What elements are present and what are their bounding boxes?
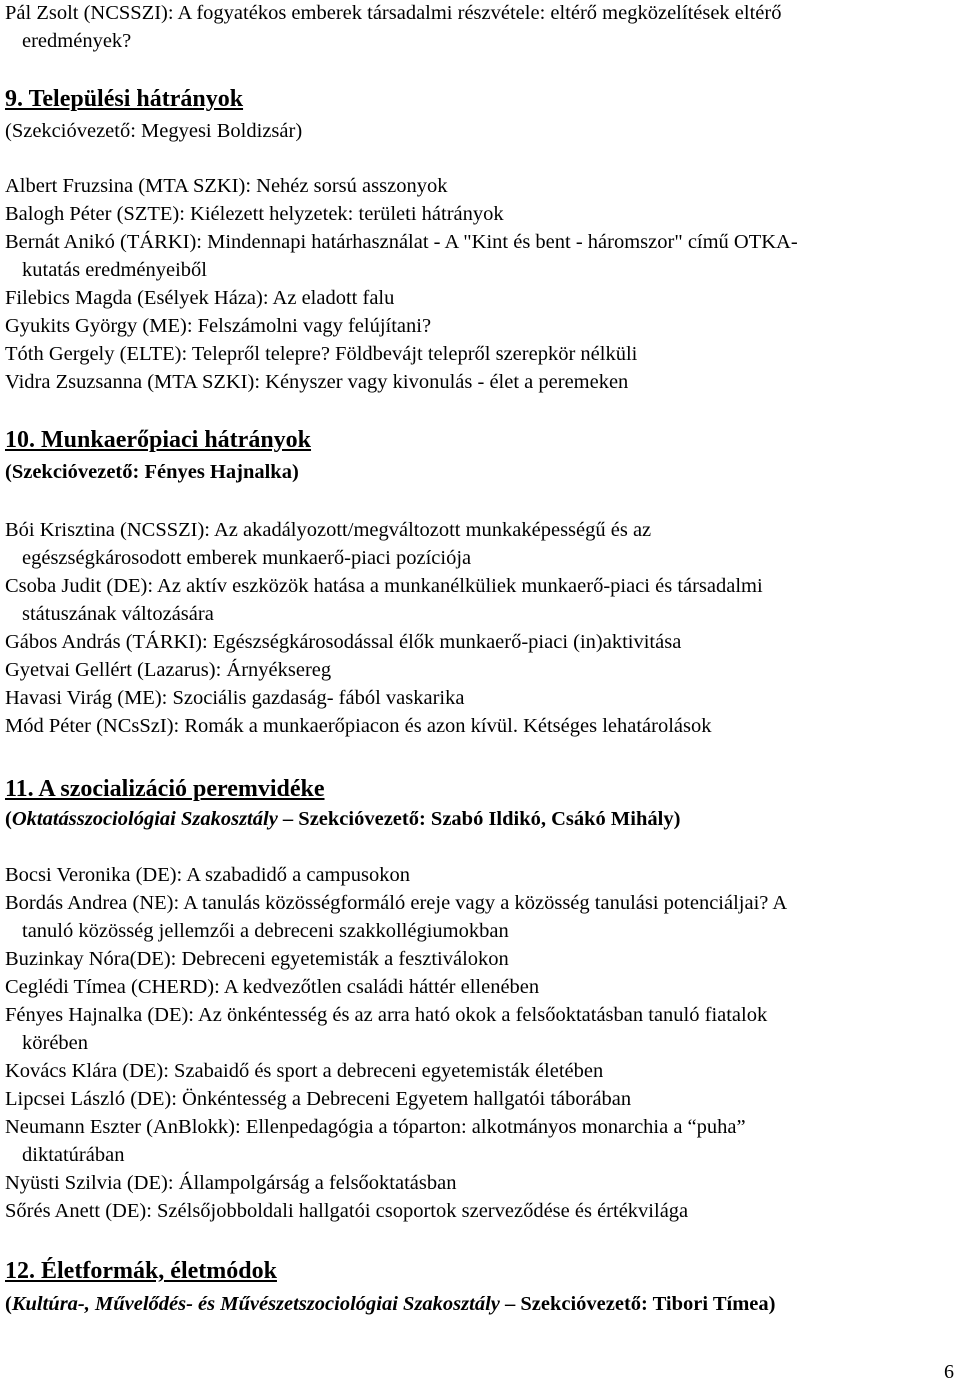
section-title: 12. Életformák, életmódok: [5, 1258, 277, 1284]
list-item: Gábos András (TÁRKI): Egészségkárosodással élők munkaerő-piaci (in)aktivitása: [5, 631, 682, 653]
list-item: Filebics Magda (Esélyek Háza): Az eladott falu: [5, 287, 395, 309]
list-item: Sőrés Anett (DE): Szélsőjobboldali hallgatói csoportok szerveződése és értékvilága: [5, 1200, 689, 1222]
list-item: Gyetvai Gellért (Lazarus): Árnyéksereg: [5, 659, 332, 681]
list-item-cont: státuszának változására: [22, 603, 214, 625]
list-item: Bernát Anikó (TÁRKI): Mindennapi határhasználat - A "Kint és bent - háromszor" című OTKA-: [5, 231, 798, 253]
list-item: Vidra Zsuzsanna (MTA SZKI): Kényszer vagy kivonulás - élet a peremeken: [5, 371, 629, 393]
list-item: Tóth Gergely (ELTE): Telepről telepre? Földbevájt telepről szerepkör nélküli: [5, 343, 638, 365]
list-item: Kovács Klára (DE): Szabaidő és sport a debreceni egyetemisták életében: [5, 1060, 604, 1082]
section-chair: [5, 1290, 775, 1318]
list-item: Buzinkay Nóra(DE): Debreceni egyetemisták a fesztiválokon: [5, 948, 509, 970]
section-title: 10. Munkaerőpiaci hátrányok: [5, 427, 312, 453]
section-chair: [5, 805, 680, 833]
page-number: 6: [944, 1361, 954, 1383]
list-item-cont: körében: [22, 1032, 89, 1054]
list-item-cont: kutatás eredményeiből: [22, 259, 208, 281]
list-item: Bordás Andrea (NE): A tanulás közösségformáló ereje vagy a közösség tanulási potenciáljai? A: [5, 892, 788, 914]
chair-department: Oktatásszociológiai Szakosztály: [11, 808, 278, 830]
list-item: Nyüsti Szilvia (DE): Állampolgárság a felsőoktatásban: [5, 1172, 457, 1194]
list-item: Bói Krisztina (NCSSZI): Az akadályozott/megváltozott munkaképességű és az: [5, 519, 652, 541]
list-item-cont: egészségkárosodott emberek munkaerő-piaci pozíciója: [22, 547, 472, 569]
chair-rest: – Szekcióvezető: Tibori Tímea): [499, 1293, 776, 1315]
list-item: Albert Fruzsina (MTA SZKI): Nehéz sorsú asszonyok: [5, 175, 448, 197]
chair-department: Kultúra-, Művelődés- és Művészetszociológiai Szakosztály: [11, 1293, 500, 1315]
list-item: Lipcsei László (DE): Önkéntesség a Debreceni Egyetem hallgatói táborában: [5, 1088, 632, 1110]
header-line: eredmények?: [22, 30, 132, 52]
chair-paren: (: [5, 808, 12, 830]
list-item: Gyukits György (ME): Felszámolni vagy felújítani?: [5, 315, 432, 337]
list-item-cont: diktatúrában: [22, 1144, 125, 1166]
list-item: Mód Péter (NCsSzI): Romák a munkaerőpiacon és azon kívül. Kétséges lehatárolások: [5, 715, 712, 737]
list-item: Csoba Judit (DE): Az aktív eszközök hatása a munkanélküliek munkaerő-piaci és társadalmi: [5, 575, 763, 597]
list-item: Havasi Virág (ME): Szociális gazdaság- fából vaskarika: [5, 687, 465, 709]
header-line: Pál Zsolt (NCSSZI): A fogyatékos emberek társadalmi részvétele: eltérő megközelítések eltérő: [5, 2, 782, 24]
list-item: Ceglédi Tímea (CHERD): A kedvezőtlen családi háttér ellenében: [5, 976, 540, 998]
chair-paren: (: [5, 1293, 12, 1315]
list-item: Fényes Hajnalka (DE): Az önkéntesség és az arra ható okok a felsőoktatásban tanuló fiatalok: [5, 1004, 768, 1026]
list-item-cont: tanuló közösség jellemzői a debreceni szakkollégiumokban: [22, 920, 509, 942]
list-item: Bocsi Veronika (DE): A szabadidő a campusokon: [5, 864, 410, 886]
chair-rest: – Szekcióvezető: Szabó Ildikó, Csákó Mihály): [277, 808, 681, 830]
section-title: 9. Települési hátrányok: [5, 86, 244, 112]
list-item: Balogh Péter (SZTE): Kiélezett helyzetek: területi hátrányok: [5, 203, 504, 225]
list-item: Neumann Eszter (AnBlokk): Ellenpedagógia a tóparton: alkotmányos monarchia a “puha”: [5, 1116, 746, 1138]
section-title: 11. A szocializáció peremvidéke: [5, 776, 325, 802]
section-chair: (Szekcióvezető: Megyesi Boldizsár): [5, 120, 303, 142]
section-chair: (Szekcióvezető: Fényes Hajnalka): [5, 461, 299, 483]
